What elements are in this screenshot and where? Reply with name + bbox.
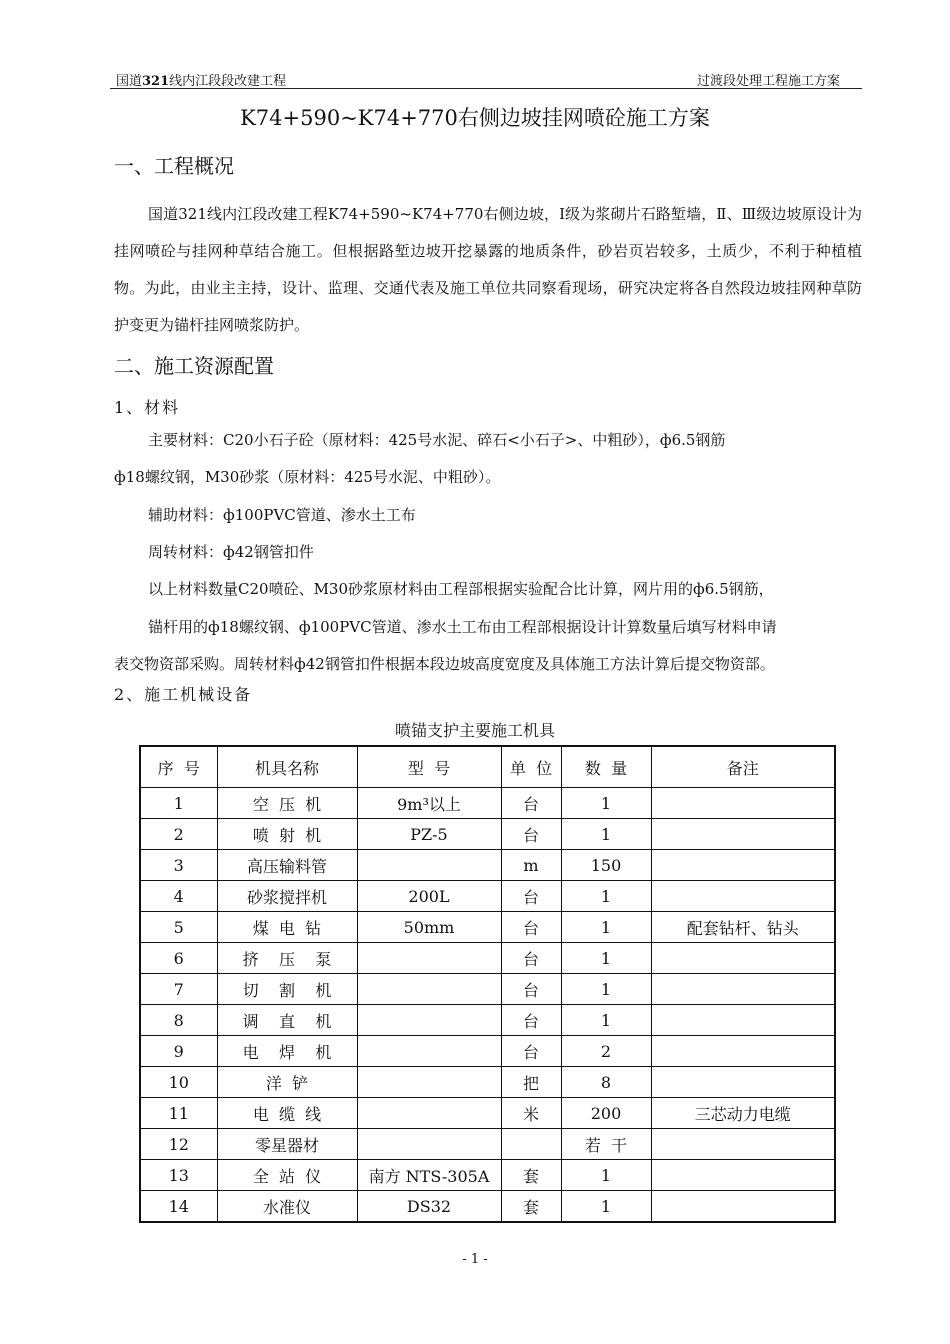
cell-index: 1 [140,788,217,819]
table-body [140,788,835,1223]
calc-line2: 锚杆用的ф18螺纹钢、ф100PVC管道、渗水土工布由工程部根据设计计算数量后填写材料申请 [148,618,777,636]
cell-remark [651,881,835,912]
cell-quantity: 1 [561,912,651,943]
main-materials-line2: ф18螺纹钢，M30砂浆（原材料：425号水泥、中粗砂）。 [114,468,501,486]
section1-heading: 一、工程概况 [114,154,234,178]
cell-name: 喷 射 机 [217,819,357,850]
cell-name: 水准仪 [217,1191,357,1223]
cell-index: 6 [140,943,217,974]
cell-name: 调 直 机 [217,1005,357,1036]
cell-quantity: 1 [561,974,651,1005]
document-title: K74+590~K74+770右侧边坡挂网喷砼施工方案 [240,106,710,130]
cell-name: 空 压 机 [217,788,357,819]
turnover-materials: 周转材料：ф42钢管扣件 [148,543,314,561]
cell-unit: 台 [501,943,561,974]
header-left-number: 321 [142,74,170,89]
header-cell: 备注 [651,746,835,788]
cell-unit: 台 [501,1005,561,1036]
table-row [140,1191,835,1223]
header-cell: 型 号 [357,746,501,788]
cell-name: 高压输料管 [217,850,357,881]
cell-model [357,943,501,974]
table-row [140,1129,835,1160]
cell-quantity: 1 [561,943,651,974]
cell-unit: 台 [501,1036,561,1067]
table-row [140,788,835,819]
cell-quantity: 1 [561,881,651,912]
header-left [116,70,286,89]
cell-unit: 台 [501,881,561,912]
cell-remark: 三芯动力电缆 [651,1098,835,1129]
cell-model [357,1067,501,1098]
cell-remark [651,1160,835,1191]
cell-unit [501,1129,561,1160]
table-row [140,1160,835,1191]
main-materials-line1: 主要材料：C20小石子砼（原材料：425号水泥、碎石<小石子>、中粗砂），ф6.5钢筋 [148,431,726,449]
cell-model [357,1005,501,1036]
cell-index: 13 [140,1160,217,1191]
section2-heading: 二、施工资源配置 [114,354,274,378]
cell-index: 14 [140,1191,217,1223]
cell-model: 50mm [357,912,501,943]
header-rule [110,88,862,89]
cell-quantity: 若 干 [561,1129,651,1160]
cell-model [357,1129,501,1160]
cell-quantity: 1 [561,1005,651,1036]
header-cell: 数 量 [561,746,651,788]
cell-index: 9 [140,1036,217,1067]
cell-remark: 配套钻杆、钻头 [651,912,835,943]
cell-unit: 米 [501,1098,561,1129]
equipment-table [139,745,836,1223]
cell-unit: 台 [501,974,561,1005]
cell-remark [651,1191,835,1223]
table-row [140,1067,835,1098]
cell-remark [651,943,835,974]
table-row [140,974,835,1005]
cell-index: 10 [140,1067,217,1098]
header-cell: 单 位 [501,746,561,788]
materials-heading: 1、材料 [114,398,181,417]
calc-line1: 以上材料数量C20喷砼、M30砂浆原材料由工程部根据实验配合比计算，网片用的ф6.5钢筋， [148,580,774,598]
cell-index: 7 [140,974,217,1005]
cell-quantity: 1 [561,1191,651,1223]
cell-quantity: 1 [561,819,651,850]
cell-name: 电 缆 线 [217,1098,357,1129]
cell-model: 200L [357,881,501,912]
table-row [140,1098,835,1129]
table-row [140,850,835,881]
cell-model [357,850,501,881]
header-cell: 机具名称 [217,746,357,788]
cell-name: 零星器材 [217,1129,357,1160]
cell-name: 全 站 仪 [217,1160,357,1191]
table-row [140,943,835,974]
cell-name: 切 割 机 [217,974,357,1005]
cell-remark [651,974,835,1005]
equipment-heading: 2、施工机械设备 [114,685,253,704]
cell-index: 12 [140,1129,217,1160]
cell-name: 洋 铲 [217,1067,357,1098]
cell-quantity: 1 [561,788,651,819]
calc-line3: 表交物资部采购。周转材料ф42钢管扣件根据本段边坡高度宽度及具体施工方法计算后提交物资部。 [114,655,775,673]
cell-remark [651,1129,835,1160]
cell-index: 4 [140,881,217,912]
cell-index: 8 [140,1005,217,1036]
cell-index: 3 [140,850,217,881]
cell-name: 挤 压 泵 [217,943,357,974]
cell-unit: 台 [501,788,561,819]
cell-index: 2 [140,819,217,850]
cell-quantity: 150 [561,850,651,881]
header-right: 过渡段处理工程施工方案 [696,74,840,89]
header-cell: 序 号 [140,746,217,788]
page-number: - 1 - [462,1252,488,1267]
cell-model [357,974,501,1005]
cell-model [357,1036,501,1067]
cell-model: DS32 [357,1191,501,1223]
cell-remark [651,819,835,850]
cell-index: 5 [140,912,217,943]
table-row [140,1005,835,1036]
table-row [140,912,835,943]
cell-model: 南方 NTS-305A [357,1160,501,1191]
cell-model: PZ-5 [357,819,501,850]
cell-quantity: 1 [561,1160,651,1191]
cell-quantity: 200 [561,1098,651,1129]
header-left-suffix: 线内江段段改建工程 [169,74,287,89]
section1-body: 国道321线内江段改建工程K74+590~K74+770右侧边坡，Ⅰ级为浆砌片石路堑墙，Ⅱ、Ⅲ级边坡原设计为挂网喷砼与挂网种草结合施工。但根据路堑边坡开挖暴露的地质条件，砂岩页岩较多，土质少，不利于种植植物。为此，由业主主持，设计、监理、交通代表及施工单位共同察看现场，研究决定将各自然段边坡挂网种草防护变更为锚杆挂网喷浆防护。 [114,205,862,334]
cell-index: 11 [140,1098,217,1129]
cell-remark [651,1036,835,1067]
cell-unit: 把 [501,1067,561,1098]
cell-remark [651,1005,835,1036]
cell-quantity: 2 [561,1036,651,1067]
aux-materials: 辅助材料：ф100PVC管道、渗水土工布 [148,506,416,524]
cell-model [357,1098,501,1129]
cell-unit: 台 [501,819,561,850]
header-left-prefix: 国道 [116,74,143,89]
cell-unit: 套 [501,1191,561,1223]
cell-model: 9m³以上 [357,788,501,819]
table-row [140,1036,835,1067]
cell-unit: m [501,850,561,881]
table-caption: 喷锚支护主要施工机具 [394,721,555,740]
cell-name: 煤 电 钻 [217,912,357,943]
cell-unit: 台 [501,912,561,943]
table-header-row [140,746,835,788]
table-row [140,881,835,912]
cell-name: 电 焊 机 [217,1036,357,1067]
cell-remark [651,850,835,881]
cell-remark [651,788,835,819]
cell-name: 砂浆搅拌机 [217,881,357,912]
cell-quantity: 8 [561,1067,651,1098]
cell-unit: 套 [501,1160,561,1191]
table-row [140,819,835,850]
cell-remark [651,1067,835,1098]
